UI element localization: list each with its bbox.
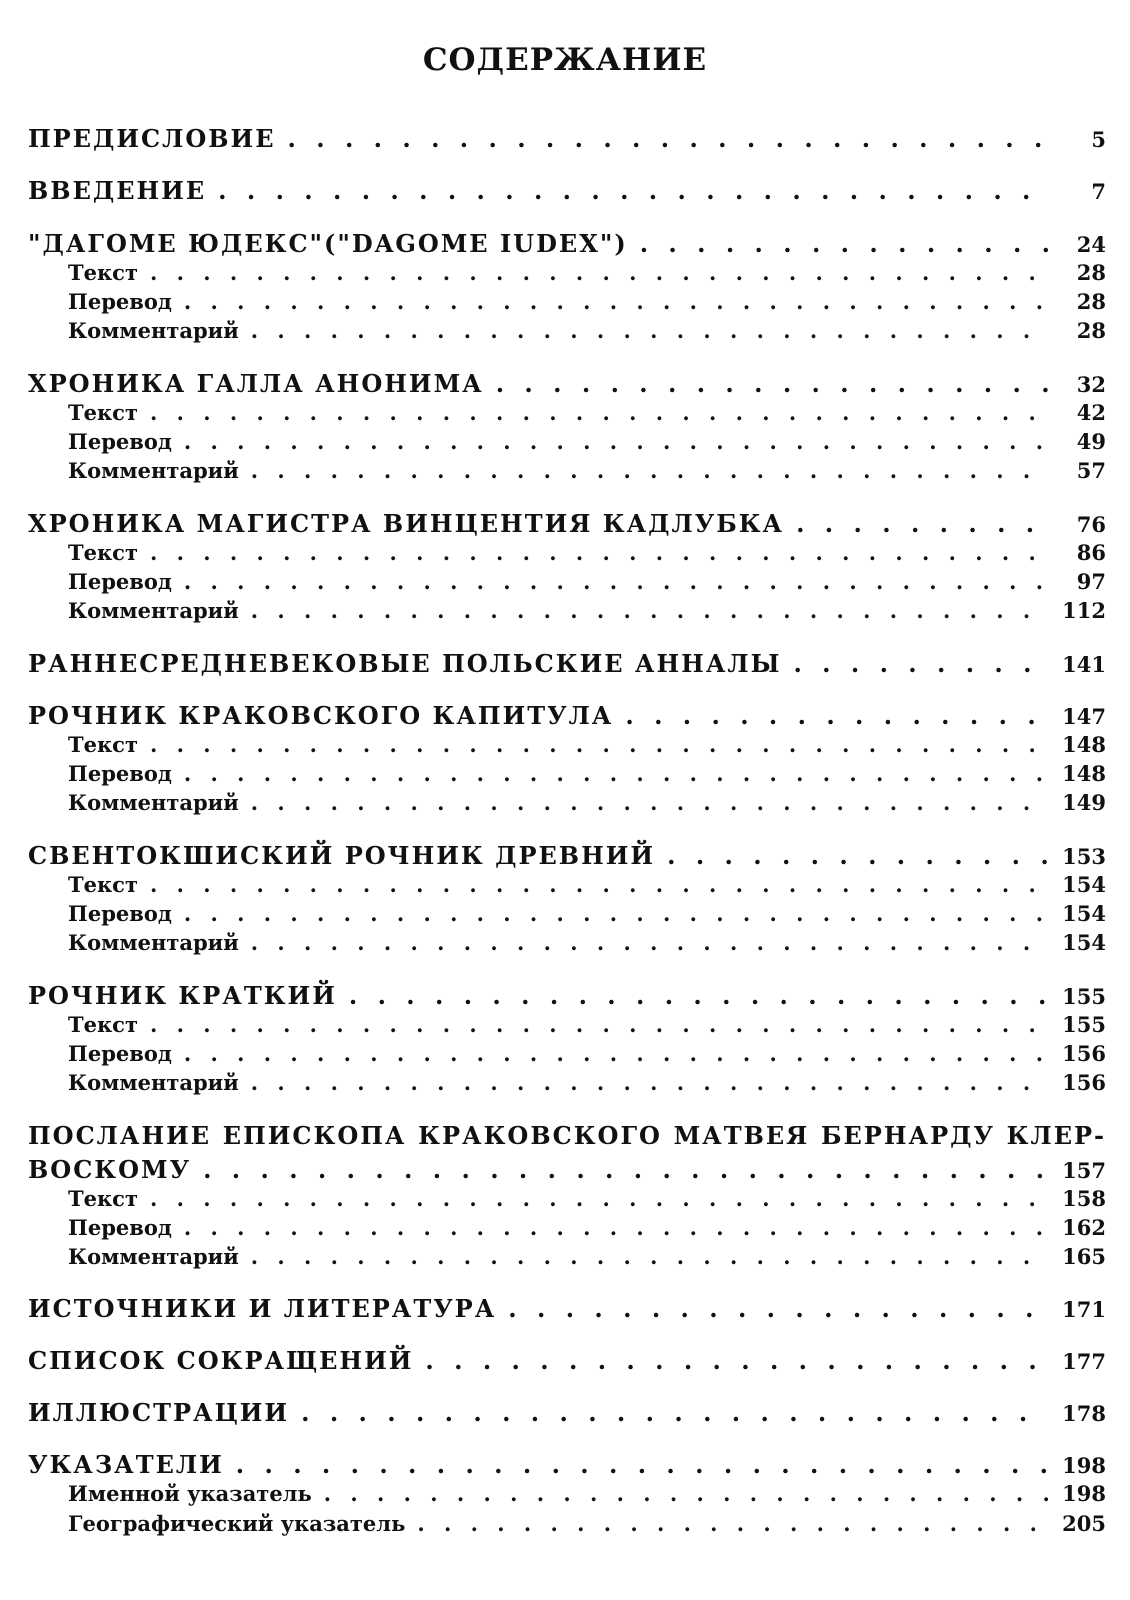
toc-subentry-text[interactable] bbox=[28, 872, 1106, 897]
dot-leader bbox=[251, 458, 1048, 483]
toc-entry-sources-literature[interactable] bbox=[28, 1294, 1106, 1323]
toc-entry-label: "ДАГОМЕ ЮДЕКС"("DAGOME IUDEX") bbox=[28, 229, 628, 258]
dot-leader bbox=[150, 400, 1048, 425]
dot-leader bbox=[251, 930, 1048, 955]
toc-entry-label: Перевод bbox=[68, 901, 172, 926]
toc-entry-page: 156 bbox=[1062, 1041, 1106, 1066]
toc-subentry-text[interactable] bbox=[28, 1012, 1106, 1037]
toc-subentry-commentary[interactable] bbox=[28, 318, 1106, 343]
dot-leader bbox=[301, 1398, 1048, 1427]
toc-entry-page: 177 bbox=[1062, 1349, 1106, 1374]
dot-leader bbox=[251, 598, 1048, 623]
dot-leader bbox=[324, 1481, 1048, 1506]
dot-leader bbox=[640, 229, 1048, 258]
dot-leader bbox=[667, 841, 1048, 870]
toc-entry-page: 165 bbox=[1062, 1244, 1106, 1269]
toc-entry-label: Перевод bbox=[68, 1041, 172, 1066]
toc-entry-label: Текст bbox=[68, 732, 138, 757]
toc-entry-page: 149 bbox=[1062, 790, 1106, 815]
toc-entry-label: РОЧНИК КРАКОВСКОГО КАПИТУЛА bbox=[28, 701, 614, 730]
toc-entry-label: Комментарий bbox=[68, 598, 239, 623]
toc-entry-page: 178 bbox=[1062, 1401, 1106, 1426]
toc-entry-page: 5 bbox=[1091, 127, 1106, 152]
toc-entry-page: 7 bbox=[1091, 179, 1106, 204]
toc-subentry-text[interactable] bbox=[28, 400, 1106, 425]
toc-entry-page: 155 bbox=[1062, 984, 1106, 1009]
dot-leader bbox=[150, 732, 1048, 757]
dot-leader bbox=[150, 540, 1048, 565]
dot-leader bbox=[288, 124, 1048, 153]
toc-entry-page: 49 bbox=[1076, 429, 1106, 454]
toc-entry-short-annals[interactable] bbox=[28, 981, 1106, 1010]
toc-subentry-text[interactable] bbox=[28, 260, 1106, 285]
toc-subentry-commentary[interactable] bbox=[28, 458, 1106, 483]
toc-entry-label: Комментарий bbox=[68, 458, 239, 483]
toc-entry-page: 57 bbox=[1076, 458, 1106, 483]
toc-entry-label: Текст bbox=[68, 400, 138, 425]
toc-entry-page: 42 bbox=[1076, 400, 1106, 425]
toc-entry-page: 147 bbox=[1062, 704, 1106, 729]
toc-entry-label: Текст bbox=[68, 1186, 138, 1211]
dot-leader bbox=[425, 1346, 1048, 1375]
dot-leader bbox=[417, 1511, 1048, 1536]
toc-entry-label: ПРЕДИСЛОВИЕ bbox=[28, 124, 276, 153]
dot-leader bbox=[203, 1155, 1048, 1184]
toc-entry-page: 154 bbox=[1062, 930, 1106, 955]
toc-subentry-translation[interactable] bbox=[28, 1041, 1106, 1066]
toc-entry-label: ХРОНИКА ГАЛЛА АНОНИМА bbox=[28, 369, 484, 398]
toc-subentry-commentary[interactable] bbox=[28, 1244, 1106, 1269]
toc-entry-label: Географический указатель bbox=[68, 1511, 406, 1536]
toc-entry-label: ИСТОЧНИКИ И ЛИТЕРАТУРА bbox=[28, 1294, 497, 1323]
toc-entry-page: 158 bbox=[1062, 1186, 1106, 1211]
toc-entry-indexes[interactable] bbox=[28, 1450, 1106, 1479]
toc-entry-label: РАННЕСРЕДНЕВЕКОВЫЕ ПОЛЬСКИЕ АННАЛЫ bbox=[28, 649, 782, 678]
toc-entry-label: ИЛЛЮСТРАЦИИ bbox=[28, 1398, 290, 1427]
toc-entry-page: 162 bbox=[1062, 1215, 1106, 1240]
toc-entry-label: Перевод bbox=[68, 429, 172, 454]
toc-entry-page: 148 bbox=[1062, 761, 1106, 786]
dot-leader bbox=[796, 509, 1048, 538]
toc-entry-label: Текст bbox=[68, 1012, 138, 1037]
toc-entry-label: УКАЗАТЕЛИ bbox=[28, 1450, 224, 1479]
dot-leader bbox=[150, 872, 1048, 897]
toc-subentry-text[interactable] bbox=[28, 1186, 1106, 1211]
toc-entry-label: Перевод bbox=[68, 1215, 172, 1240]
toc-entry-page: 86 bbox=[1076, 540, 1106, 565]
toc-subentry-translation[interactable] bbox=[28, 569, 1106, 594]
dot-leader bbox=[184, 1215, 1048, 1240]
toc-entry-page: 155 bbox=[1062, 1012, 1106, 1037]
dot-leader bbox=[184, 901, 1048, 926]
toc-entry-label: Комментарий bbox=[68, 1244, 239, 1269]
dot-leader bbox=[184, 429, 1048, 454]
dot-leader bbox=[496, 369, 1048, 398]
toc-entry-page: 76 bbox=[1076, 512, 1106, 537]
toc-subentry-translation[interactable] bbox=[28, 289, 1106, 314]
toc-entry-page: 28 bbox=[1076, 260, 1106, 285]
toc-entry-label: СПИСОК СОКРАЩЕНИЙ bbox=[28, 1346, 414, 1375]
toc-entry-letter-line1[interactable]: ПОСЛАНИЕ ЕПИСКОПА КРАКОВСКОГО МАТВЕЯ БЕРНАРДУ КЛЕР- bbox=[28, 1121, 1106, 1150]
dot-leader bbox=[625, 701, 1048, 730]
toc-subentry-commentary[interactable] bbox=[28, 790, 1106, 815]
dot-leader bbox=[184, 569, 1048, 594]
toc-entry-kadlubek[interactable] bbox=[28, 509, 1106, 538]
dot-leader bbox=[251, 318, 1048, 343]
toc-entry-krakow-chapter-annals[interactable] bbox=[28, 701, 1106, 730]
toc-entry-page: 97 bbox=[1076, 569, 1106, 594]
toc-entry-label: Комментарий bbox=[68, 318, 239, 343]
dot-leader bbox=[184, 761, 1048, 786]
toc-entry-page: 154 bbox=[1062, 872, 1106, 897]
toc-subentry-translation[interactable] bbox=[28, 1215, 1106, 1240]
toc-entry-early-annals[interactable] bbox=[28, 649, 1106, 678]
toc-subentry-commentary[interactable] bbox=[28, 1070, 1106, 1095]
toc-entry-label: ВОСКОМУ bbox=[28, 1155, 192, 1184]
toc-entry-page: 205 bbox=[1062, 1511, 1106, 1536]
toc-entry-label: Перевод bbox=[68, 289, 172, 314]
toc-entry-page: 154 bbox=[1062, 901, 1106, 926]
toc-subentry-translation[interactable] bbox=[28, 901, 1106, 926]
toc-subentry-text[interactable] bbox=[28, 540, 1106, 565]
page-title: СОДЕРЖАНИЕ bbox=[422, 42, 708, 78]
toc-entry-label: Текст bbox=[68, 260, 138, 285]
toc-entry-label: Именной указатель bbox=[68, 1481, 312, 1506]
toc-entry-page: 32 bbox=[1076, 372, 1106, 397]
dot-leader bbox=[150, 260, 1048, 285]
toc-entry-swietokrzyski-annals[interactable] bbox=[28, 841, 1106, 870]
toc-entry-dagome-iudex[interactable] bbox=[28, 229, 1106, 258]
toc-entry-label: Комментарий bbox=[68, 1070, 239, 1095]
toc-entry-label: ХРОНИКА МАГИСТРА ВИНЦЕНТИЯ КАДЛУБКА bbox=[28, 509, 785, 538]
toc-entry-page: 112 bbox=[1062, 598, 1106, 623]
toc-entry-label: Текст bbox=[68, 872, 138, 897]
dot-leader bbox=[184, 289, 1048, 314]
dot-leader bbox=[236, 1450, 1048, 1479]
toc-entry-introduction[interactable] bbox=[28, 176, 1106, 205]
toc-subentry-text[interactable] bbox=[28, 732, 1106, 757]
toc-subentry-name-index[interactable] bbox=[28, 1481, 1106, 1506]
toc-subentry-translation[interactable] bbox=[28, 429, 1106, 454]
toc-entry-label: Комментарий bbox=[68, 790, 239, 815]
dot-leader bbox=[251, 1244, 1048, 1269]
dot-leader bbox=[150, 1012, 1048, 1037]
toc-entry-page: 141 bbox=[1062, 652, 1106, 677]
toc-entry-page: 24 bbox=[1076, 232, 1106, 257]
dot-leader bbox=[251, 1070, 1048, 1095]
dot-leader bbox=[184, 1041, 1048, 1066]
toc-entry-preface[interactable] bbox=[28, 124, 1106, 153]
toc-entry-label: Текст bbox=[68, 540, 138, 565]
toc-entry-label: Перевод bbox=[68, 761, 172, 786]
toc-entry-page: 153 bbox=[1062, 844, 1106, 869]
toc-entry-label: Комментарий bbox=[68, 930, 239, 955]
toc-entry-page: 157 bbox=[1062, 1158, 1106, 1183]
dot-leader bbox=[508, 1294, 1048, 1323]
dot-leader bbox=[150, 1186, 1048, 1211]
toc-entry-label: СВЕНТОКШИСКИЙ РОЧНИК ДРЕВНИЙ bbox=[28, 841, 656, 870]
toc-entry-label: Перевод bbox=[68, 569, 172, 594]
toc-entry-page: 28 bbox=[1076, 289, 1106, 314]
toc-entry-page: 148 bbox=[1062, 732, 1106, 757]
toc-subentry-commentary[interactable] bbox=[28, 930, 1106, 955]
toc-entry-page: 28 bbox=[1076, 318, 1106, 343]
toc-entry-page: 156 bbox=[1062, 1070, 1106, 1095]
toc-entry-page: 171 bbox=[1062, 1297, 1106, 1322]
toc-entry-illustrations[interactable] bbox=[28, 1398, 1106, 1427]
dot-leader bbox=[793, 649, 1048, 678]
dot-leader bbox=[218, 176, 1048, 205]
dot-leader bbox=[349, 981, 1048, 1010]
toc-entry-gallus-anonymus[interactable] bbox=[28, 369, 1106, 398]
dot-leader bbox=[251, 790, 1048, 815]
toc-entry-letter-mateusz[interactable] bbox=[28, 1155, 1106, 1184]
toc-subentry-geographic-index[interactable] bbox=[28, 1511, 1106, 1536]
toc-entry-label: ВВЕДЕНИЕ bbox=[28, 176, 207, 205]
toc-subentry-commentary[interactable] bbox=[28, 598, 1106, 623]
toc-entry-page: 198 bbox=[1062, 1481, 1106, 1506]
toc-entry-page: 198 bbox=[1062, 1453, 1106, 1478]
toc-subentry-translation[interactable] bbox=[28, 761, 1106, 786]
toc-entry-abbreviations[interactable] bbox=[28, 1346, 1106, 1375]
toc-entry-label: РОЧНИК КРАТКИЙ bbox=[28, 981, 337, 1010]
